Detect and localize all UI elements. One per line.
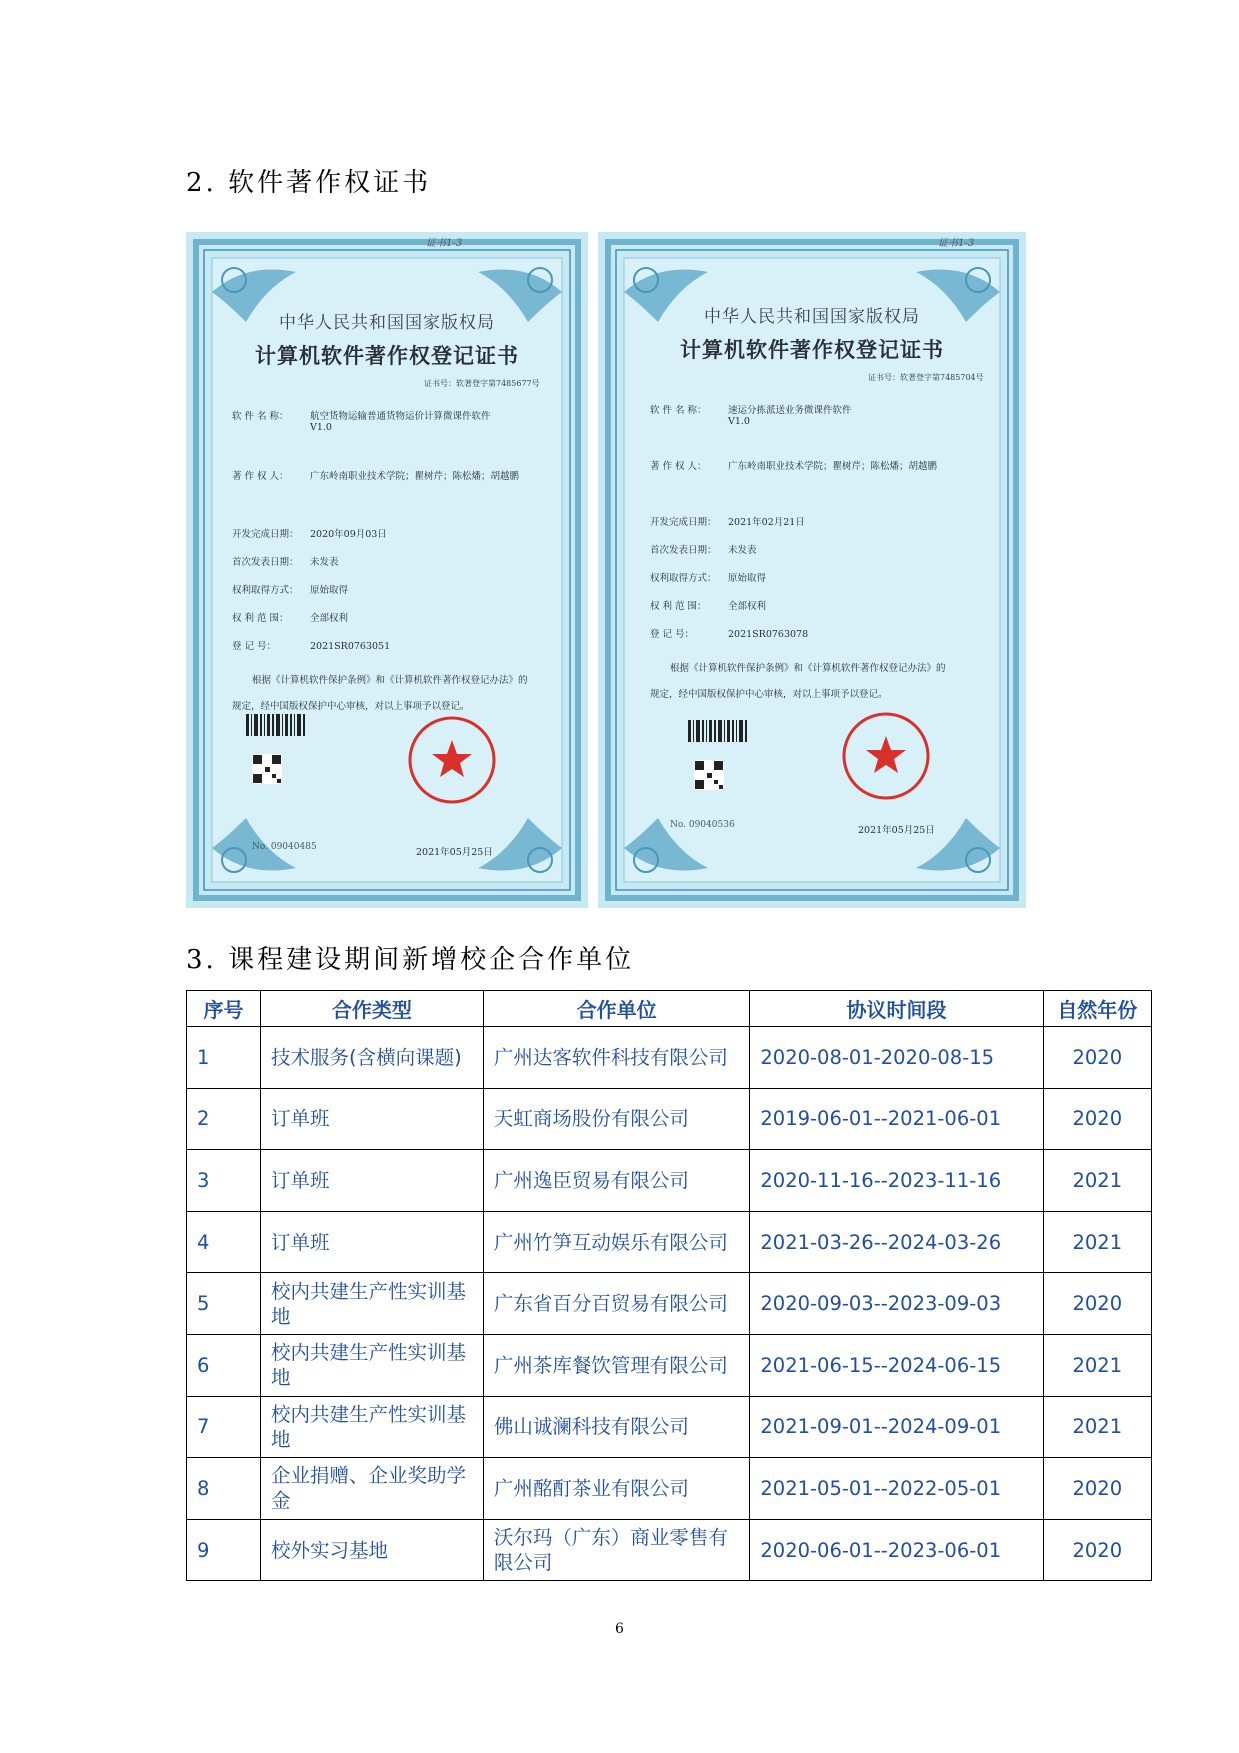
acquisition-row: 权利取得方式： 原始取得: [232, 585, 349, 596]
cell-year: 2020: [1043, 1519, 1151, 1581]
reg-no-row: 登 记 号： 2021SR0763078: [650, 629, 809, 640]
owner: 广东岭南职业技术学院；瞿树芹；陈松燔；胡越鹏: [728, 461, 938, 472]
cell-period: 2020-11-16--2023-11-16: [750, 1150, 1043, 1212]
cert-authority: 中华人民共和国国家版权局: [279, 313, 495, 333]
cell-unit: 沃尔玛（广东）商业零售有限公司: [483, 1519, 750, 1581]
cell-period: 2020-06-01--2023-06-01: [750, 1519, 1043, 1581]
cell-type: 订单班: [260, 1088, 483, 1150]
statement-line-2: 规定，经中国版权保护中心审核，对以上事项予以登记。: [650, 689, 888, 700]
cert-number: 证书号：软著登字第7485704号: [868, 373, 984, 382]
header-index: 序号: [187, 991, 261, 1027]
cell-unit: 佛山诚澜科技有限公司: [483, 1396, 750, 1458]
table-row: [187, 1273, 1152, 1335]
first-publish-row: 首次发表日期： 未发表: [232, 557, 339, 568]
table-row: [187, 1211, 1152, 1273]
table-row: [187, 1396, 1152, 1458]
qr-code-graphic: [694, 760, 724, 790]
owner-row: 著 作 权 人： 广东岭南职业技术学院；瞿树芹；陈松燔；胡越鹏: [232, 471, 520, 482]
cell-period: 2021-05-01--2022-05-01: [750, 1458, 1043, 1520]
handwritten-mark: 证书1-3: [426, 238, 463, 249]
cell-year: 2020: [1043, 1273, 1151, 1335]
cell-type: 校内共建生产性实训基地: [260, 1334, 483, 1396]
cell-year: 2021: [1043, 1150, 1151, 1212]
statement-line-1: 根据《计算机软件保护条例》和《计算机软件著作权登记办法》的: [670, 663, 946, 674]
cell-unit: 广州茶库餐饮管理有限公司: [483, 1334, 750, 1396]
cell-period: 2021-09-01--2024-09-01: [750, 1396, 1043, 1458]
software-version: V1.0: [728, 416, 750, 427]
cell-unit: 广州酩酊茶业有限公司: [483, 1458, 750, 1520]
certificate-image-1: [186, 232, 588, 908]
first-publish-row: 首次发表日期： 未发表: [650, 545, 757, 556]
cell-year: 2020: [1043, 1027, 1151, 1089]
cert-number: 证书号：软著登字第7485677号: [424, 379, 540, 388]
cell-unit: 广州竹笋互动娱乐有限公司: [483, 1211, 750, 1273]
cell-type: 技术服务(含横向课题): [260, 1027, 483, 1089]
certificate-border-ornament: [186, 232, 588, 908]
certificate-image-2: [598, 232, 1026, 908]
owner-row: 著 作 权 人： 广东岭南职业技术学院；瞿树芹；陈松燔；胡越鹏: [650, 461, 938, 472]
cell-year: 2021: [1043, 1211, 1151, 1273]
statement-line-1: 根据《计算机软件保护条例》和《计算机软件著作权登记办法》的: [252, 675, 528, 686]
cell-type: 校内共建生产性实训基地: [260, 1396, 483, 1458]
header-unit: 合作单位: [483, 991, 750, 1027]
cert-title: 计算机软件著作权登记证书: [680, 337, 944, 362]
serial-number: No. 09040536: [670, 820, 735, 830]
cell-index: 1: [187, 1027, 261, 1089]
software-name: 航空货物运输普通货物运价计算微课件软件: [310, 411, 491, 422]
cell-period: 2019-06-01--2021-06-01: [750, 1088, 1043, 1150]
cert-title: 计算机软件著作权登记证书: [255, 343, 519, 368]
cell-unit: 广州达客软件科技有限公司: [483, 1027, 750, 1089]
page-number: 6: [615, 1621, 624, 1637]
completion-date-row: 开发完成日期： 2020年09月03日: [232, 529, 387, 540]
header-type: 合作类型: [260, 991, 483, 1027]
cell-type: 企业捐赠、企业奖助学金: [260, 1458, 483, 1520]
partners-table: [186, 990, 1152, 1581]
cell-index: 2: [187, 1088, 261, 1150]
reg-no-row: 登 记 号： 2021SR0763051: [232, 641, 391, 652]
section-heading-new-partners: 3. 课程建设期间新增校企合作单位: [186, 945, 635, 975]
cell-type: 校内共建生产性实训基地: [260, 1273, 483, 1335]
cell-unit: 广东省百分百贸易有限公司: [483, 1273, 750, 1335]
cell-type: 订单班: [260, 1150, 483, 1212]
cell-year: 2020: [1043, 1458, 1151, 1520]
table-row: [187, 1150, 1152, 1212]
cell-year: 2021: [1043, 1334, 1151, 1396]
statement-line-2: 规定，经中国版权保护中心审核，对以上事项予以登记。: [232, 701, 470, 712]
completion-date-row: 开发完成日期： 2021年02月21日: [650, 517, 805, 528]
cell-period: 2021-03-26--2024-03-26: [750, 1211, 1043, 1273]
scope-row: 权 利 范 围： 全部权利: [232, 613, 349, 624]
cert-authority: 中华人民共和国国家版权局: [704, 307, 920, 327]
cell-type: 订单班: [260, 1211, 483, 1273]
header-period: 协议时间段: [750, 991, 1043, 1027]
handwritten-mark: 证书1-3: [938, 238, 975, 249]
table-header-row: [187, 991, 1152, 1027]
cell-unit: 广州逸臣贸易有限公司: [483, 1150, 750, 1212]
table-row: [187, 1027, 1152, 1089]
serial-number: No. 09040485: [252, 842, 317, 852]
software-name-row: 软 件 名 称： 航空货物运输普通货物运价计算微课件软件: [232, 411, 491, 422]
cell-year: 2021: [1043, 1396, 1151, 1458]
table-row: [187, 1334, 1152, 1396]
cell-index: 3: [187, 1150, 261, 1212]
table-row: [187, 1458, 1152, 1520]
software-version: V1.0: [310, 422, 332, 433]
owner: 广东岭南职业技术学院；瞿树芹；陈松燔；胡越鹏: [310, 471, 520, 482]
issue-date: 2021年05月25日: [858, 825, 935, 836]
section-heading-software-copyright: 2. 软件著作权证书: [186, 168, 432, 198]
acquisition-row: 权利取得方式： 原始取得: [650, 573, 767, 584]
cell-type: 校外实习基地: [260, 1519, 483, 1581]
cell-period: 2020-09-03--2023-09-03: [750, 1273, 1043, 1335]
cell-index: 8: [187, 1458, 261, 1520]
table-row: [187, 1519, 1152, 1581]
software-name: 速运分拣派送业务微课件软件: [728, 405, 852, 416]
qr-code-graphic: [252, 754, 282, 784]
cell-index: 4: [187, 1211, 261, 1273]
cell-unit: 天虹商场股份有限公司: [483, 1088, 750, 1150]
cell-period: 2020-08-01-2020-08-15: [750, 1027, 1043, 1089]
header-year: 自然年份: [1043, 991, 1151, 1027]
cell-index: 7: [187, 1396, 261, 1458]
cell-year: 2020: [1043, 1088, 1151, 1150]
cell-index: 5: [187, 1273, 261, 1335]
scope-row: 权 利 范 围： 全部权利: [650, 601, 767, 612]
software-name-row: 软 件 名 称： 速运分拣派送业务微课件软件: [650, 405, 852, 416]
cell-index: 9: [187, 1519, 261, 1581]
table-row: [187, 1088, 1152, 1150]
cell-index: 6: [187, 1334, 261, 1396]
cell-period: 2021-06-15--2024-06-15: [750, 1334, 1043, 1396]
issue-date: 2021年05月25日: [416, 847, 493, 858]
